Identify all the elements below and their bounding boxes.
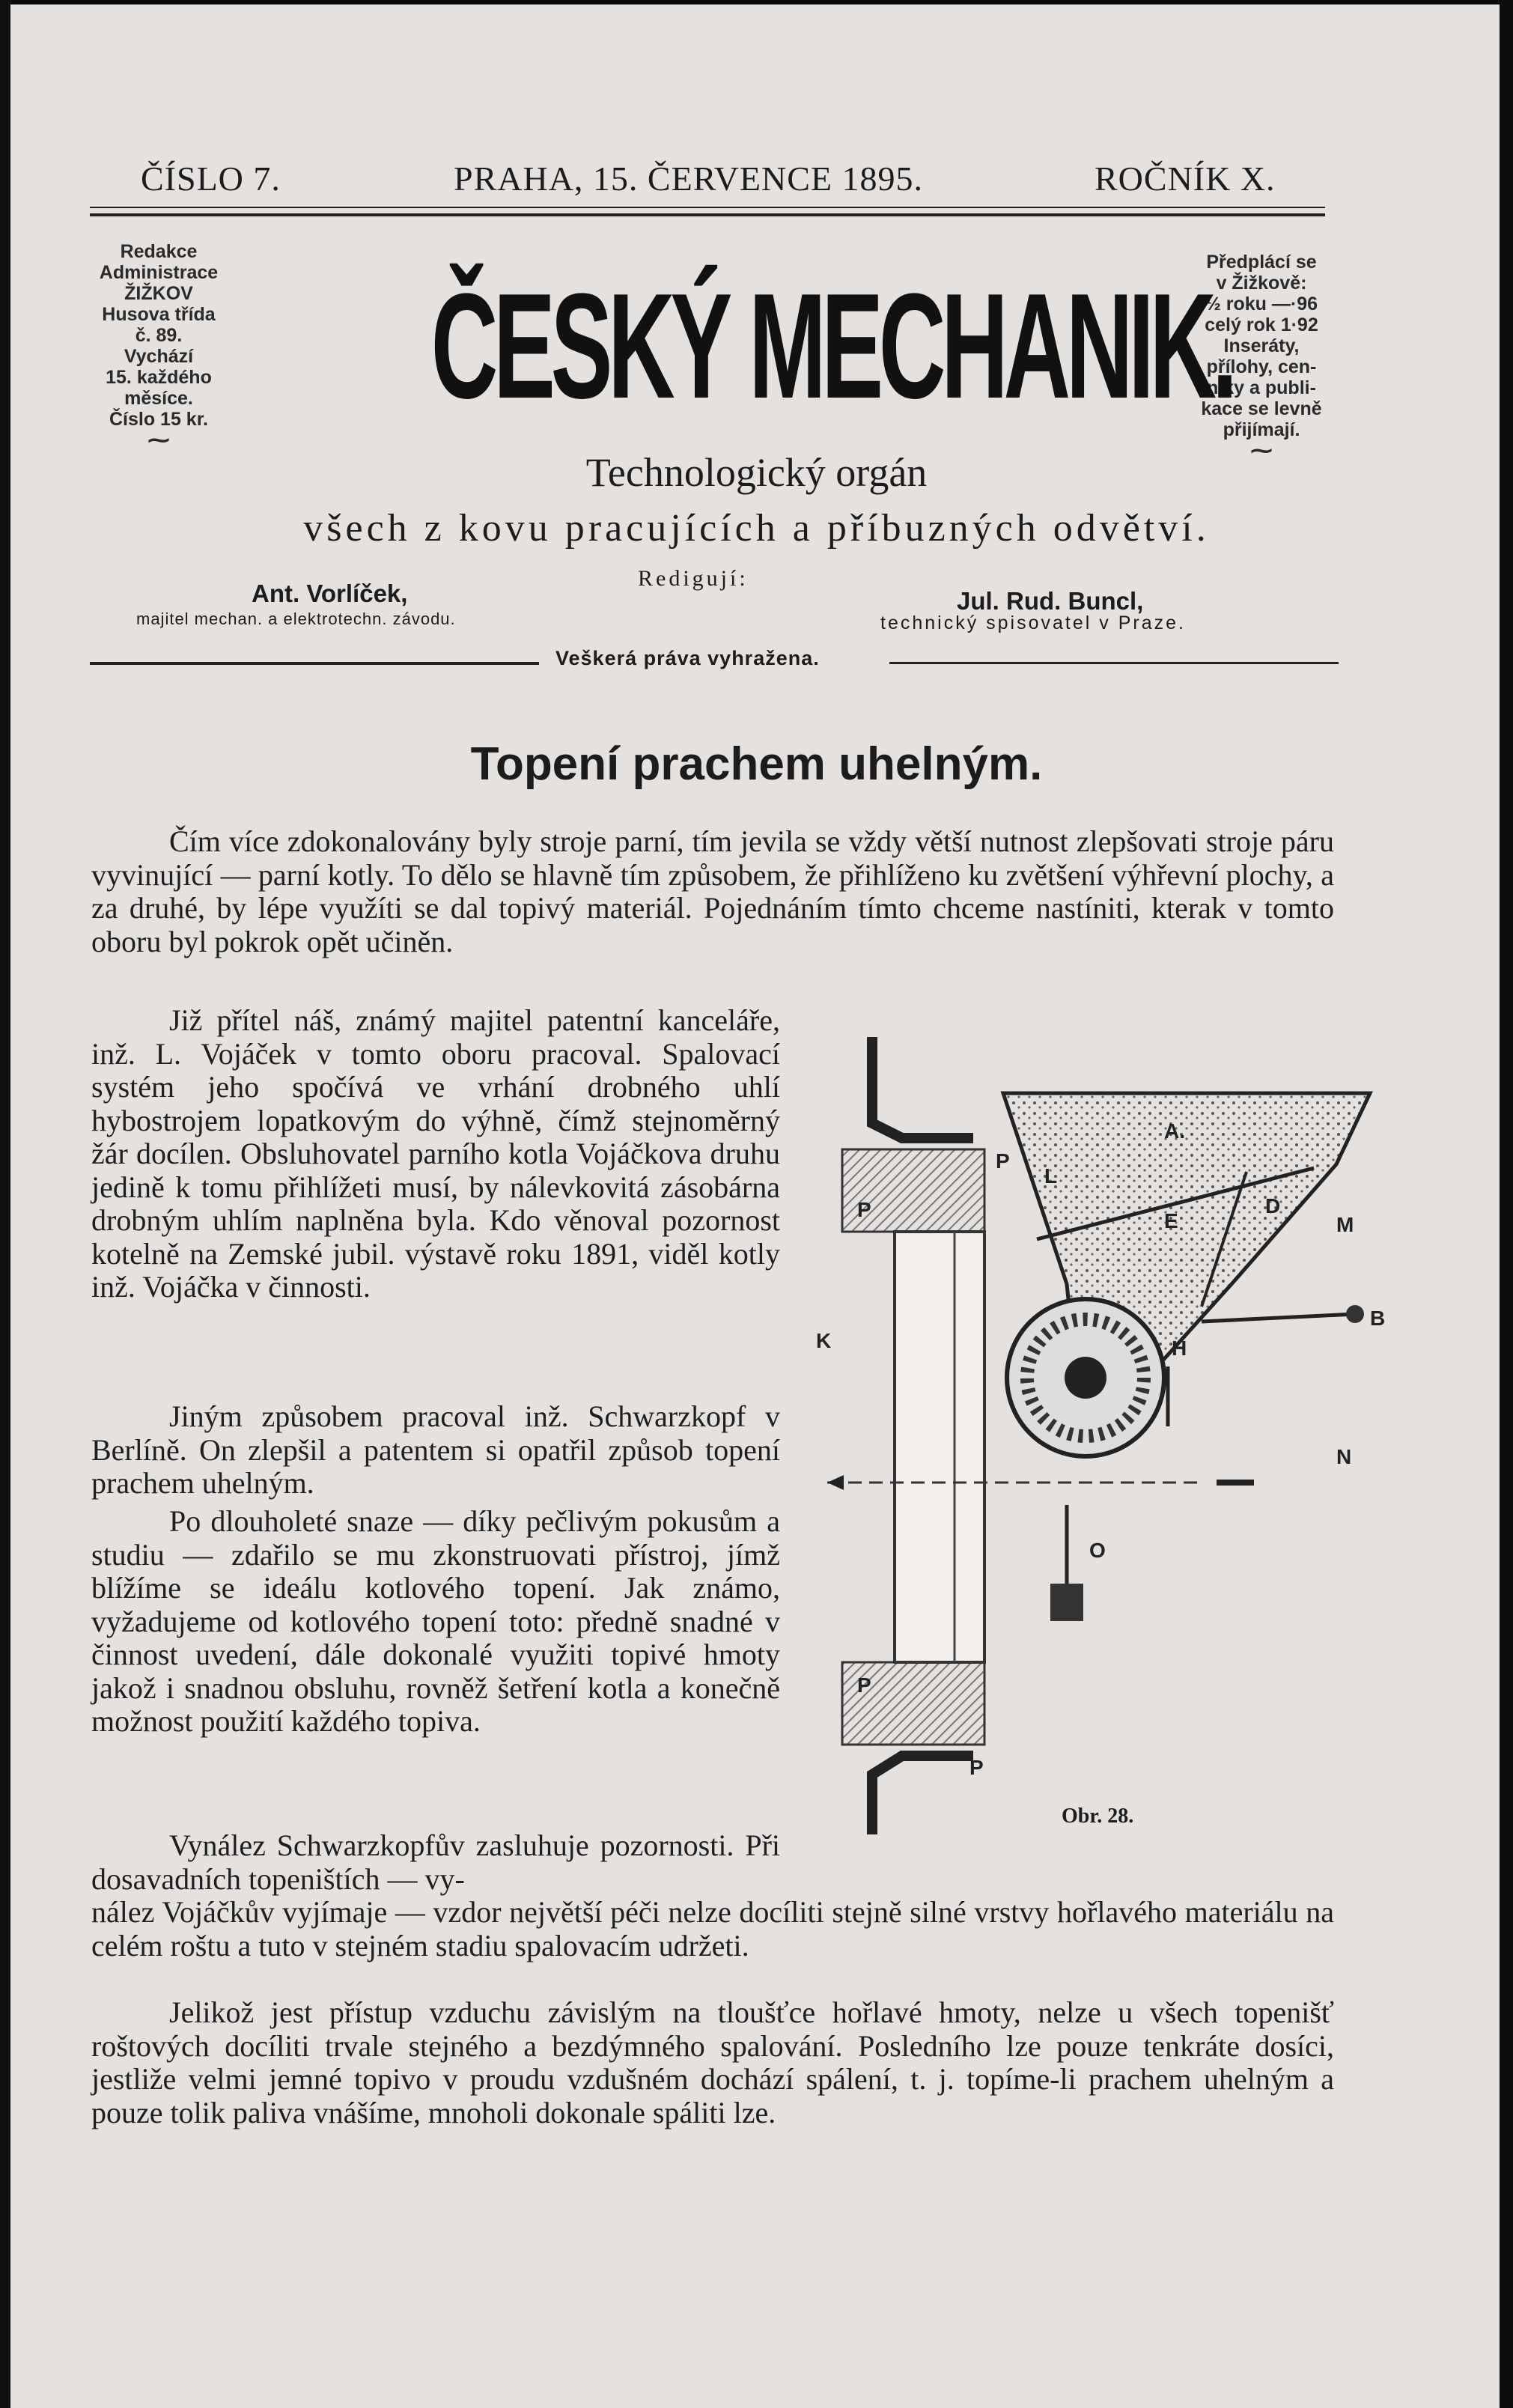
right-box-line: Předplácí se — [1206, 252, 1317, 273]
paragraph-6: Jelikož jest přístup vzduchu závislým na tloušťce hořlavé hmoty, nelze u všech topenišť roštových docíliti trvale stejného a bezdýmného spalování. Posledního lze pouze tenkráte dosíci, jestliže velmi jemné topivo v proudu vzdušném dochází spálení, t. j. topíme-li prachem uhelným a pouze tolik paliva vnášíme, mnoholi dokonale spáliti lze. — [91, 1995, 1334, 2129]
left-box-line: č. 89. — [135, 325, 183, 346]
label-p-1: P — [996, 1149, 1010, 1173]
label-a: A. — [1164, 1119, 1185, 1143]
furnace-diagram — [812, 1037, 1386, 1834]
left-box-line: měsíce. — [124, 388, 193, 409]
editor-left-name: Ant. Vorlíček, — [252, 580, 408, 607]
right-box-line: v Žižkově: — [1216, 273, 1307, 294]
label-l: L — [1044, 1164, 1058, 1188]
right-box-line: níky a publi- — [1207, 377, 1316, 398]
rights-rule-left — [90, 662, 539, 665]
label-n: N — [1336, 1445, 1352, 1468]
label-b: B — [1370, 1307, 1386, 1330]
left-box-line: Husova třída — [102, 304, 216, 325]
scan-border-right — [1500, 0, 1513, 2408]
scan-border-left — [0, 0, 10, 2408]
figure-caption: Obr. 28. — [1062, 1805, 1134, 1828]
article-title: Topení prachem uhelným. — [470, 738, 1043, 790]
lower-pipe — [872, 1756, 973, 1834]
editor-right-role: technický spisovatel v Praze. — [880, 612, 1186, 633]
screw-rod — [1202, 1314, 1355, 1322]
label-p-2: P — [857, 1198, 871, 1221]
issue-number: ČÍSLO 7. — [141, 159, 281, 198]
paragraph-4: Po dlouholeté snaze — díky pečlivým pokusům a studiu — zdařilo se mu zkonstruovati přístroj, jímž blížíme se ideálu kotlového topení. Jak známo, vyžadujeme od kotlového topení toto: předně snadné v činnost uvedení, dále dokonalé využiti topivé hmoty jakož i snadnou obsluhu, rovněž šetření kotla a konečně možnost použití každého topiva. — [91, 1504, 780, 1738]
rights-reserved: Veškerá práva vyhražena. — [555, 647, 820, 669]
right-box-line: Inseráty, — [1223, 335, 1300, 356]
label-m: M — [1336, 1213, 1354, 1236]
subtitle-line-2: všech z kovu pracujících a příbuzných odvětví. — [303, 507, 1210, 550]
right-box-line: přílohy, cen- — [1206, 356, 1317, 377]
masthead-title: ČESKÝ MECHANIK. — [430, 263, 1234, 430]
paragraph-2: Již přítel náš, známý majitel patentní kanceláře, inž. L. Vojáček v tomto oboru pracoval. Spalovací systém jeho spočívá ve vrhání drobného uhlí hybostrojem lopatkovým do výhně, čímž stejnoměrný žár docílen. Obsluhovatel parního kotla Vojáčkova druhu jedině k tomu přihlížeti musí, by nálevkovitá zásobárna drobným uhlím naplněna byla. Kdo věnoval pozornost kotelně na Zemské jubil. výstavě roku 1891, viděl kotly inž. Vojáčka v činnosti. — [91, 1003, 780, 1304]
label-p-4: P — [969, 1756, 984, 1779]
right-box-line: ½ roku —·96 — [1205, 294, 1318, 314]
screw-knob — [1346, 1305, 1364, 1323]
header-rule — [90, 207, 1325, 208]
editor-left-role: majitel mechan. a elektrotechn. závodu. — [136, 609, 456, 628]
left-box-line: ŽIŽKOV — [124, 283, 193, 304]
label-e: E — [1164, 1209, 1178, 1232]
scan-border-top — [0, 0, 1513, 4]
label-d: D — [1265, 1194, 1281, 1217]
left-info-box — [84, 241, 234, 452]
right-box-line: přijímají. — [1223, 419, 1300, 440]
paragraph-1: Čím více zdokonalovány byly stroje parní, tím jevila se vždy větší nutnost zlepšovati stroje páru vyvinující — parní kotly. To dělo se hlavně tím způsobem, že přihlíženo ku zvětšení výhřevní plochy, a za druhé, by lépe využíti se dal topivý materiál. Pojednáním tímto chceme nastíniti, kterak v tomto oboru byl pokrok opět učiněn. — [91, 824, 1334, 958]
subtitle-line-1: Technologický orgán — [585, 450, 928, 495]
left-box-line: Redakce — [120, 241, 198, 262]
editor-right-name: Jul. Rud. Buncl, — [957, 587, 1144, 615]
left-box-line: Číslo 15 kr. — [109, 409, 209, 430]
paragraph-5b: nález Vojáčkův vyjímaje — vzdor největší péči nelze docíliti stejně silné vrstvy hořlavého materiálu na celém roštu a tuto v stejném stadiu spalovacím udržeti. — [91, 1895, 1334, 1962]
volume-number: ROČNÍK X. — [1095, 159, 1276, 198]
valve — [1050, 1584, 1083, 1621]
ornament: ⁓ — [1250, 439, 1273, 463]
ornament: ⁓ — [147, 428, 170, 453]
place-date: PRAHA, 15. ČERVENCE 1895. — [454, 159, 924, 198]
right-box-line: kace se levně — [1201, 398, 1322, 419]
label-h: H — [1172, 1337, 1187, 1360]
label-p-3: P — [857, 1673, 871, 1697]
wheel-hub — [1065, 1357, 1106, 1399]
left-box-line: 15. každého — [106, 367, 212, 388]
left-box-line: Vychází — [124, 346, 194, 367]
furnace-wall — [895, 1232, 984, 1662]
header-rule-thick — [90, 213, 1325, 216]
paragraph-3: Jiným způsobem pracoval inž. Schwarzkopf v Berlíně. On zlepšil a patentem si opatřil způsob topení prachem uhelným. — [91, 1399, 780, 1500]
label-o: O — [1089, 1539, 1106, 1562]
rights-rule-right — [889, 662, 1339, 664]
left-box-line: Administrace — [99, 262, 219, 283]
right-box-line: celý rok 1·92 — [1205, 314, 1318, 335]
arrow-left — [827, 1475, 844, 1490]
paragraph-5a: Vynález Schwarzkopfův zasluhuje pozornosti. Při dosavadních topeništích — vy- — [91, 1828, 780, 1896]
editors-label: Redigují: — [638, 566, 749, 591]
upper-pipe — [872, 1037, 973, 1138]
label-k: K — [816, 1329, 832, 1352]
